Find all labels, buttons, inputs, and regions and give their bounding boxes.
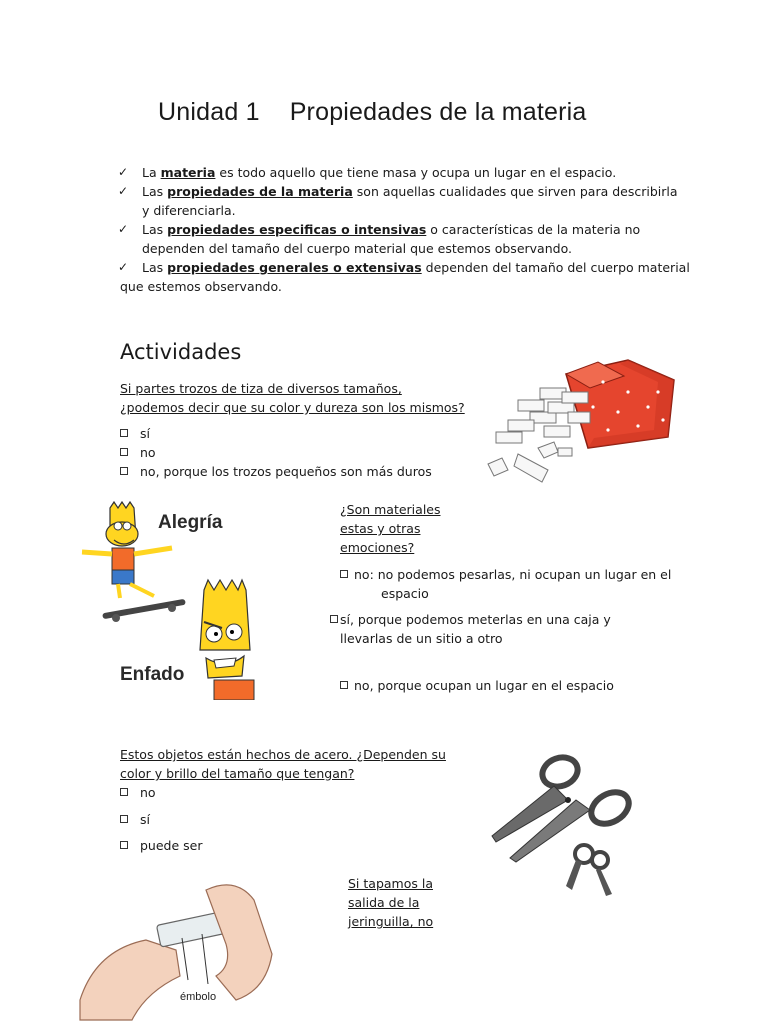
- checkbox-icon: [340, 570, 348, 578]
- question-syringe: Si tapamos la salida de la jeringuilla, no: [348, 876, 434, 929]
- checkbox-icon: [120, 815, 128, 823]
- term-propiedades: propiedades de la materia: [167, 184, 353, 199]
- caption-enfado: Enfado: [120, 664, 185, 685]
- option-ocupan-lugar[interactable]: no, porque ocupan un lugar en el espacio: [340, 676, 614, 695]
- title-text: Propiedades de la materia: [289, 98, 587, 126]
- check-icon: ✓: [118, 260, 129, 274]
- question-emotions: ¿Son materiales estas y otras emociones?: [340, 502, 441, 555]
- checkbox-icon: [120, 429, 128, 437]
- bart-emotions-image: [74, 500, 274, 700]
- option-no-pesarlas[interactable]: no: no podemos pesarlas, ni ocupan un lugar en el espacio: [340, 565, 671, 603]
- check-icon: ✓: [118, 222, 129, 236]
- syringe-image: [76, 880, 286, 1024]
- unit-label: Unidad 1: [158, 98, 260, 126]
- options-chalk: [120, 424, 432, 481]
- option-no[interactable]: no: [120, 443, 432, 462]
- embolo-label: émbolo: [180, 991, 217, 1003]
- checkbox-icon: [120, 788, 128, 796]
- checkbox-icon: [120, 448, 128, 456]
- activities-heading: Actividades: [120, 340, 242, 364]
- checkbox-icon: [330, 615, 338, 623]
- check-icon: ✓: [118, 184, 129, 198]
- option-steel-puede-ser[interactable]: puede ser: [120, 836, 203, 855]
- checkbox-icon: [340, 681, 348, 689]
- scissors-keys-image: [486, 750, 636, 900]
- option-mas-duros[interactable]: no, porque los trozos pequeños son más duros: [120, 462, 432, 481]
- chalk-box-image: [478, 352, 678, 492]
- option-steel-si[interactable]: sí: [120, 810, 150, 829]
- term-intensivas: propiedades especificas o intensivas: [167, 222, 427, 237]
- page-title: [158, 98, 587, 127]
- term-materia: materia: [160, 165, 216, 180]
- question-chalk: Si partes trozos de tiza de diversos tamaños, ¿podemos decir que su color y dureza son los mismos?: [120, 381, 465, 415]
- caption-alegria: Alegría: [158, 512, 223, 533]
- option-si[interactable]: sí: [120, 424, 432, 443]
- term-extensivas: propiedades generales o extensivas: [167, 260, 422, 275]
- option-meterlas-caja[interactable]: sí, porque podemos meterlas en una caja y llevarlas de un sitio a otro: [330, 610, 611, 648]
- check-icon: ✓: [118, 165, 129, 179]
- checkbox-icon: [120, 467, 128, 475]
- option-steel-no[interactable]: no: [120, 783, 156, 802]
- checkbox-icon: [120, 841, 128, 849]
- question-steel: Estos objetos están hechos de acero. ¿Dependen su color y brillo del tamaño que tengan?: [120, 747, 446, 781]
